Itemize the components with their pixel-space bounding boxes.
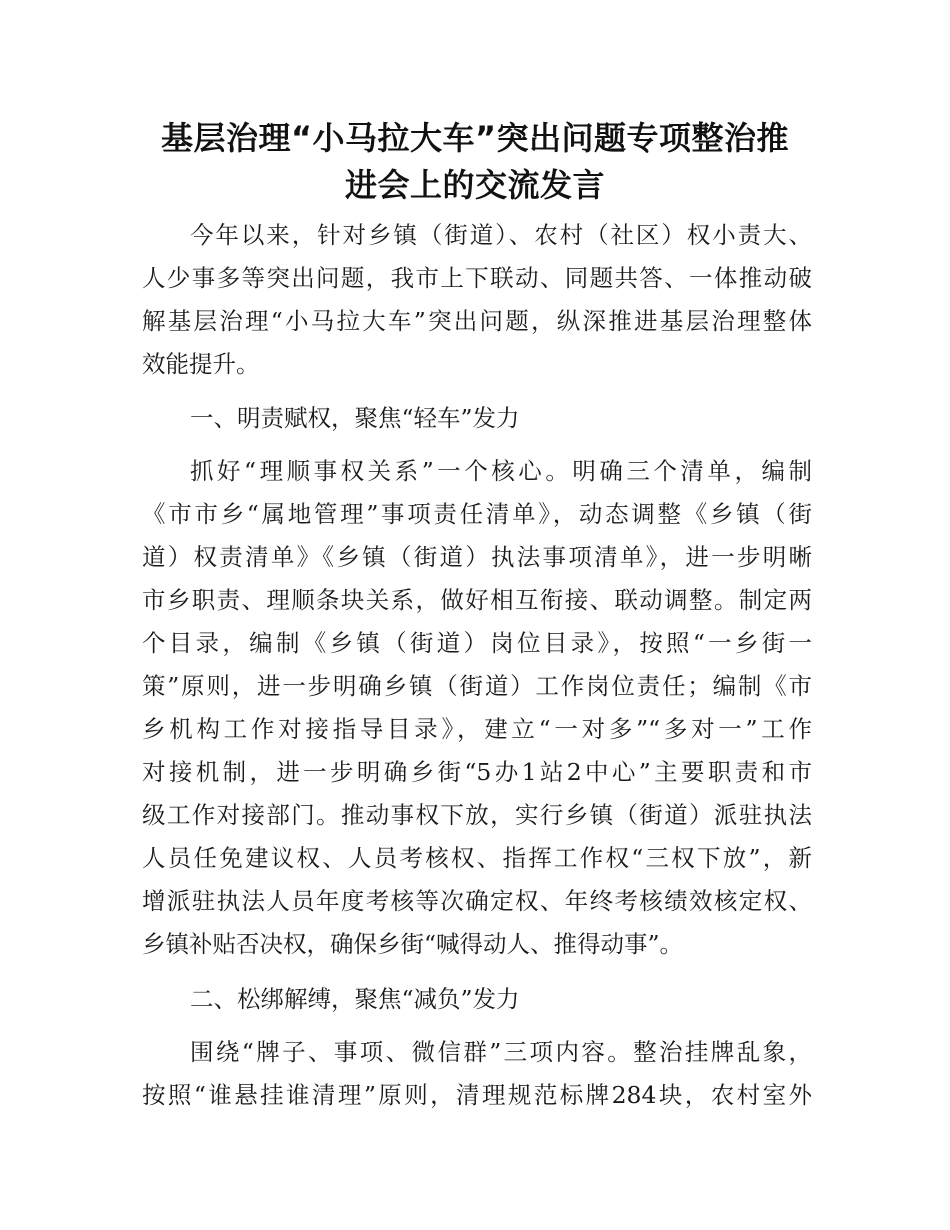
paragraph-line: 乡镇补贴否决权，确保乡街“喊得动人、推得动事”。 xyxy=(142,930,684,958)
section-heading-1: 一、明责赋权，聚焦“轻车”发力 xyxy=(190,404,520,432)
paragraph-line: 市乡职责、理顺条块关系，做好相互衔接、联动调整。制定两 xyxy=(142,586,812,614)
paragraph-line: 道）权责清单》《乡镇（街道）执法事项清单》，进一步明晰 xyxy=(142,543,812,571)
paragraph-line: 级工作对接部门。推动事权下放，实行乡镇（街道）派驻执法 xyxy=(142,801,812,829)
paragraph-line: 解基层治理“小马拉大车”突出问题，纵深推进基层治理整体 xyxy=(142,307,812,335)
paragraph-line: 策”原则，进一步明确乡镇（街道）工作岗位责任；编制《市 xyxy=(142,672,812,700)
paragraph-line: 人少事多等突出问题，我市上下联动、同题共答、一体推动破 xyxy=(142,264,812,292)
paragraph-line: 今年以来，针对乡镇（街道）、农村（社区）权小责大、 xyxy=(190,221,812,249)
document-title-line-2: 进会上的交流发言 xyxy=(344,166,605,204)
paragraph-line: 乡机构工作对接指导目录》，建立“一对多”“多对一”工作 xyxy=(142,715,812,743)
paragraph-line: 按照“谁悬挂谁清理”原则，清理规范标牌284块，农村室外 xyxy=(142,1081,812,1109)
paragraph-line: 围绕“牌子、事项、微信群”三项内容。整治挂牌乱象， xyxy=(190,1038,812,1066)
paragraph-line: 《市市乡“属地管理”事项责任清单》，动态调整《乡镇（街 xyxy=(142,500,812,528)
paragraph-line: 抓好“理顺事权关系”一个核心。明确三个清单，编制 xyxy=(190,457,812,485)
section-heading-2: 二、松绑解缚，聚焦“减负”发力 xyxy=(190,985,520,1013)
paragraph-line: 个目录，编制《乡镇（街道）岗位目录》，按照“一乡街一 xyxy=(142,629,812,657)
paragraph-line: 效能提升。 xyxy=(142,350,260,378)
paragraph-line: 人员任免建议权、人员考核权、指挥工作权“三权下放”，新 xyxy=(142,844,812,872)
paragraph-line: 增派驻执法人员年度考核等次确定权、年终考核绩效核定权、 xyxy=(142,887,812,915)
paragraph-line: 对接机制，进一步明确乡街“5办1站2中心”主要职责和市 xyxy=(142,758,812,786)
document-title-line-1: 基层治理“小马拉大车”突出问题专项整治推 xyxy=(160,119,790,157)
